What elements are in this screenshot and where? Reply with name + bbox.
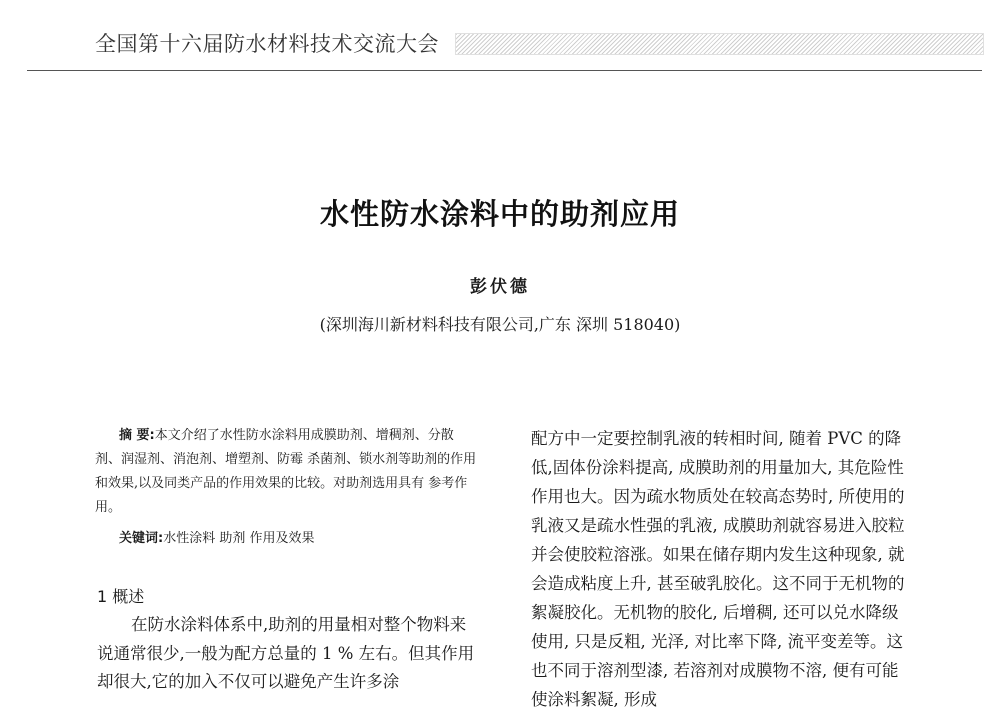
conference-header: 全国第十六届防水材料技术交流大会 <box>95 32 439 56</box>
keywords-label: 关键词: <box>119 531 164 546</box>
keywords-block <box>119 527 314 546</box>
section-heading: 1 概述 <box>97 587 145 606</box>
header-divider <box>27 70 982 71</box>
right-paragraph: 配方中一定要控制乳液的转相时间, 随着 PVC 的降低,固体份涂料提高, 成膜助剂的用量加大, 其危险性作用也大。因为疏水物质处在较高态势时, 所使用的乳液又是疏水性强的乳液, 成膜助剂就容易进入胶粒并会使胶粒溶涨。如果在储存期内发生这种现象, 就会造成粘度上升, 甚至破乳胶化。这不同于无机物的絮凝胶化。无机物的胶化, 后增稠, 还可以兑水降级使用, 只是反粗, 光泽, 对比率下降, 流平变差等。这也不同于溶剂型漆, 若溶剂对成膜物不溶, 便有可能使涂料絮凝, 形成 <box>531 429 905 709</box>
right-body-text <box>531 424 914 714</box>
author-affiliation: (深圳海川新材料科技有限公司,广东 深圳 518040) <box>319 315 681 334</box>
paper-title: 水性防水涂料中的助剂应用 <box>319 197 680 231</box>
abstract-block <box>95 424 477 520</box>
header-hatch-bar <box>455 33 984 55</box>
keywords-text: 水性涂料 助剂 作用及效果 <box>163 531 315 546</box>
intro-paragraph: 在防水涂料体系中,助剂的用量相对整个物料来说通常很少,一般为配方总量的 1 % 左右。但其作用却很大,它的加入不仅可以避免产生许多涂 <box>97 615 475 691</box>
paper-author: 彭伏德 <box>470 277 530 297</box>
abstract-text: 本文介绍了水性防水涂料用成膜助剂、增稠剂、分散剂、润湿剂、消泡剂、增塑剂、防霉 杀菌剂、锁水剂等助剂的作用和效果,以及同类产品的作用效果的比较。对助剂选用具有 参考作用。 <box>95 428 477 515</box>
abstract-label: 摘 要: <box>119 428 155 443</box>
